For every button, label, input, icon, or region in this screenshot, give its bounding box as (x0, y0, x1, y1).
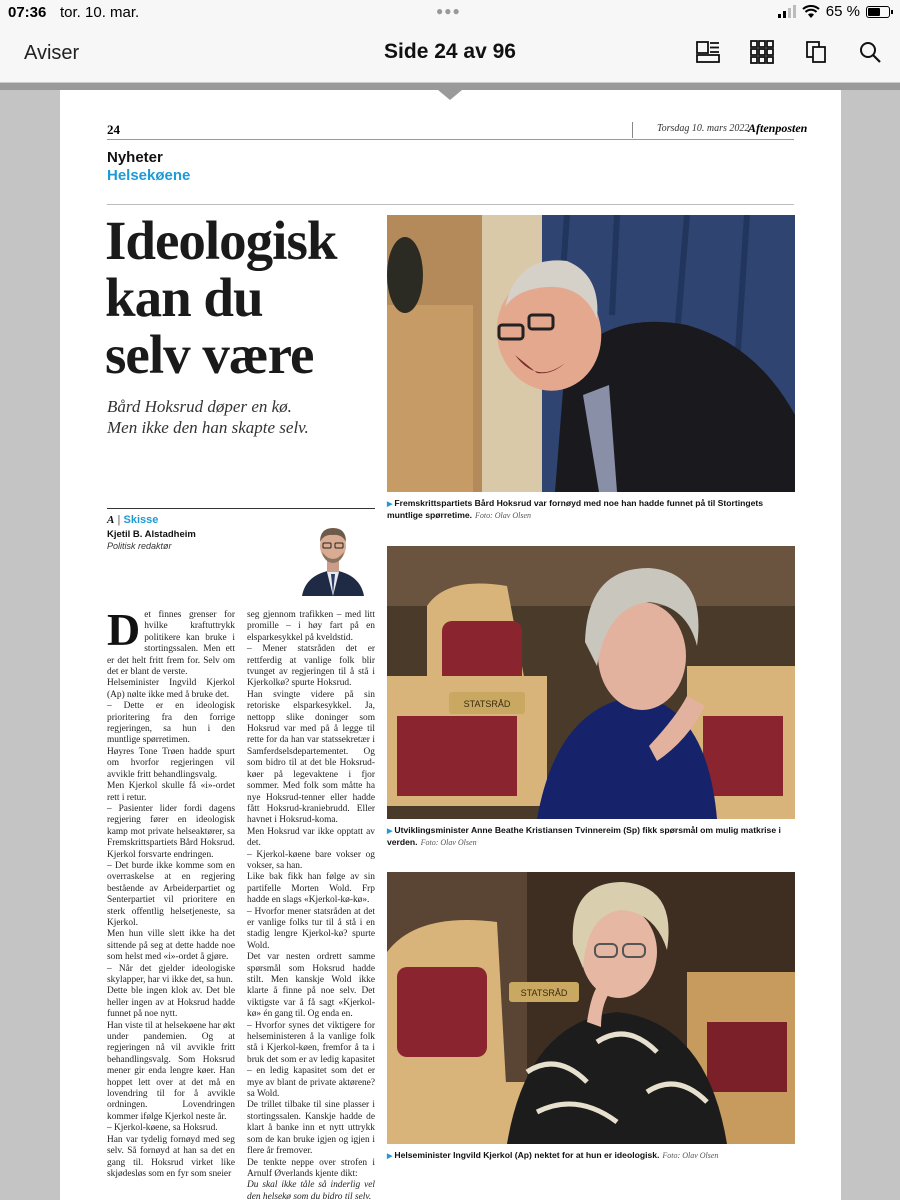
section-rule (107, 204, 794, 205)
page-indicator-notch (438, 90, 462, 100)
column-label-text: Skisse (123, 514, 159, 526)
body-paragraph: De trillet tilbake til sine plasser i stortingssalen. Kanskje hadde de klart å banke inn et nytt uttrykk som de kan bruke igjen og igjen i flere år fremover. (247, 1100, 375, 1157)
grid-icon[interactable] (750, 40, 774, 64)
body-paragraph: – Hvorfor synes det viktigere for helseministeren å la vanlige folk stå i Kjerkol-køen, fremfor å ta i bruk det som er av ledig kapasitet – en ledig kapasitet som det er mye av blant de private aktørene? sa Wold. (247, 1020, 375, 1100)
article-lead (107, 396, 377, 438)
body-paragraph: – Hvorfor mener statsråden at det er vanlige folks tur til å stå i en stadig lengre Kjerkol-kø? spurte Wold. (247, 906, 375, 951)
body-paragraph: Han var tydelig fornøyd med seg selv. Så fornøyd at han sa det en gang til. Hoksrud virket like skjødesløs som en fyr som sneier (107, 1134, 235, 1179)
body-paragraph: – Dette er en ideologisk prioritering fra den forrige regjeringen, sa hun i den muntlige spørretimen. (107, 701, 235, 746)
multitask-dots[interactable]: ●●● (436, 4, 461, 18)
cellular-signal-icon (778, 5, 796, 18)
body-paragraph: Men Kjerkol skulle få «i»-ordet rett i retur. (107, 781, 235, 803)
body-paragraph: – Når det gjelder ideologiske skylapper, har vi ikke det, sa hun. (107, 963, 235, 985)
body-paragraph: Han viste til at helsekøene har økt under pandemien. Og at regjeringen nå vil avvikle fritt behandlingsvalg. Som Hoksrud mener gir enda lengre køer. Han hoppet lett over at det må en lovendring til for å avvikle ordningen. Lovendringen kommer ifølge Kjerkol neste år. (107, 1020, 235, 1122)
photo-credit: Foto: Olav Olsen (420, 838, 477, 847)
body-paragraph: De tenkte neppe over strofen i Arnulf Øverlands kjente dikt: (247, 1157, 375, 1179)
body-paragraph: – Kjerkol-køene, sa Hoksrud. (107, 1123, 218, 1134)
author-name: Kjetil B. Alstadheim (107, 529, 196, 540)
aftenposten-mark: A (107, 514, 115, 526)
section-label: Nyheter (107, 149, 163, 166)
article-headline (105, 212, 385, 383)
photo-hoksrud-illustration (387, 215, 795, 492)
battery-percent: 65 % (825, 3, 860, 20)
body-paragraph: Kjerkol forsvarte endringen. (107, 849, 214, 860)
body-paragraph: – Kjerkol-køene bare vokser og vokser, sa han. (247, 849, 375, 871)
body-paragraph: Han svingte videre på sin retoriske elsparkesykkel. Ja, nettopp slike doninger som Hoksrud var med på å legge til rette for da han var statssekretær i Samferdselsdepartementet. Og som bidro til at det ble Hoksrud-køer på legevaktene i fjor sommer. Med folk som måtte ha nye Hoksrud-tenner eller hadde fått Hoksrud-kraniebrudd. Eller havnet i Hoksrud-koma. (247, 689, 375, 826)
body-paragraph: Høyres Tone Trøen hadde spurt om hvorfor regjeringen vil avvikle fritt behandlingsvalg. (107, 746, 235, 780)
photo-tvinnereim[interactable] (387, 546, 795, 819)
body-paragraph: et finnes grenser for hvilke kraftuttrykk politikere kan bruke i stortingssalen. Men ett er det helt fritt frem for. Selv om det er blant de verste. (107, 610, 235, 678)
body-paragraph: Det var nesten ordrett samme spørsmål som Hoksrud hadde stilt. Men kanskje Wold ikke klarte å finne på noe selv. Det viktigste var å få sagt «Kjerkol-kø» én gang til. Og enda en. (247, 952, 375, 1020)
lead-line: Bård Hoksrud døper en kø. (107, 397, 292, 416)
article-body-column-1 (107, 604, 235, 1180)
lead-line: Men ikke den han skapte selv. (107, 418, 309, 437)
headline-line: kan du (105, 267, 263, 328)
wifi-icon (802, 5, 820, 19)
body-paragraph: – Det burde ikke komme som en overraskelse at en regjering bestående av Arbeiderpartiet og Senterpartiet vil prioritere en sterk offentlig helsetjeneste, sa Kjerkol. (107, 860, 235, 928)
newspaper-page-number: 24 (107, 122, 120, 137)
photo-credit: Foto: Olav Olsen (662, 1151, 719, 1160)
layout-icon[interactable] (696, 40, 720, 64)
photo-kjerkol[interactable] (387, 872, 795, 1144)
subsection-label: Helsekøene (107, 167, 191, 184)
author-portrait (298, 514, 368, 596)
body-paragraph: Helseminister Ingvild Kjerkol (Ap) nølte ikke med å bruke det. (107, 678, 235, 700)
photo-caption-2: ▶ Utviklingsminister Anne Beathe Kristiansen Tvinnereim (Sp) fikk spørsmål om mulig matkrise i verden. Foto: Olav Olsen (387, 825, 781, 847)
author-role: Politisk redaktør (107, 541, 172, 551)
article-body-column-2 (247, 610, 375, 1200)
photo-credit: Foto: Olav Olsen (475, 511, 531, 520)
body-paragraph: Like bak fikk han følge av sin partifelle Morten Wold. Frp hadde en slags «Kjerkol-kø-kø». (247, 872, 375, 906)
status-time: 07:36 (8, 4, 47, 21)
body-paragraph: Dette ble ingen klok av. Det ble heller ingen av at Hoksrud hadde funnet på noe nytt. (107, 986, 235, 1020)
photo-kjerkol-illustration (387, 872, 795, 1144)
photo-caption-3: ▶ Helseminister Ingvild Kjerkol (Ap) nektet for at hun er ideologisk. Foto: Olav Olsen (387, 1150, 719, 1160)
statsrad-sign: STATSRÅD (463, 699, 511, 709)
statsrad-sign: STATSRÅD (520, 988, 568, 998)
back-button[interactable]: Aviser (24, 42, 80, 64)
status-right (778, 3, 890, 20)
photo-caption-1: ▶ Fremskrittspartiets Bård Hoksrud var fornøyd med noe han hadde funnet på til Stortingets muntlige spørretime. Foto: Olav Olsen (387, 498, 764, 520)
body-paragraph: – Mener statsråden det er rettferdig at vanlige folk blir tvunget av regjeringen til å stå i Kjerkolkø? spurte Hoksrud. (247, 644, 375, 689)
body-paragraph: seg gjennom trafikken – med litt promille – i høy fart på en elsparkesykkel på kveldstid. (247, 610, 375, 643)
column-label: A | Skisse (107, 514, 159, 526)
copy-icon[interactable] (804, 40, 828, 64)
photo-tvinnereim-illustration (387, 546, 795, 819)
newspaper-page[interactable] (60, 90, 841, 1200)
caption-arrow-icon: ▶ (387, 501, 393, 508)
caption-arrow-icon: ▶ (387, 1153, 393, 1160)
headline-line: Ideologisk (105, 210, 337, 271)
page-title: Side 24 av 96 (384, 40, 516, 63)
body-paragraph: Men Hoksrud var ikke opptatt av det. (247, 826, 375, 849)
photo-hoksrud[interactable] (387, 215, 795, 492)
header-rule (107, 139, 794, 140)
battery-icon (866, 6, 890, 18)
drop-cap: D (107, 604, 141, 655)
search-icon[interactable] (858, 40, 882, 64)
body-paragraph: – Pasienter lider fordi dagens regjering fører en ideologisk kamp mot private helseaktører, sa Fremskrittspartiets Bård Hoksrud. (107, 803, 235, 849)
byline-rule (107, 508, 375, 509)
closing-quote: Du skal ikke tåle så inderlig vel den helsekø som du bidro til selv. (247, 1180, 375, 1200)
status-date: tor. 10. mar. (60, 4, 140, 21)
status-bar (0, 0, 900, 26)
headline-line: selv være (105, 324, 314, 385)
nav-bar (0, 26, 900, 83)
caption-arrow-icon: ▶ (387, 828, 393, 835)
body-paragraph: Men hun ville slett ikke ha det sittende på seg at dette hadde noe som helst med «i»-ordet å gjøre. (107, 929, 235, 963)
toolbar (696, 40, 882, 64)
newspaper-logo: Aftenposten (748, 121, 808, 135)
header-divider (632, 122, 633, 138)
newspaper-date: Torsdag 10. mars 2022 (657, 123, 750, 134)
page-strip (0, 83, 900, 90)
